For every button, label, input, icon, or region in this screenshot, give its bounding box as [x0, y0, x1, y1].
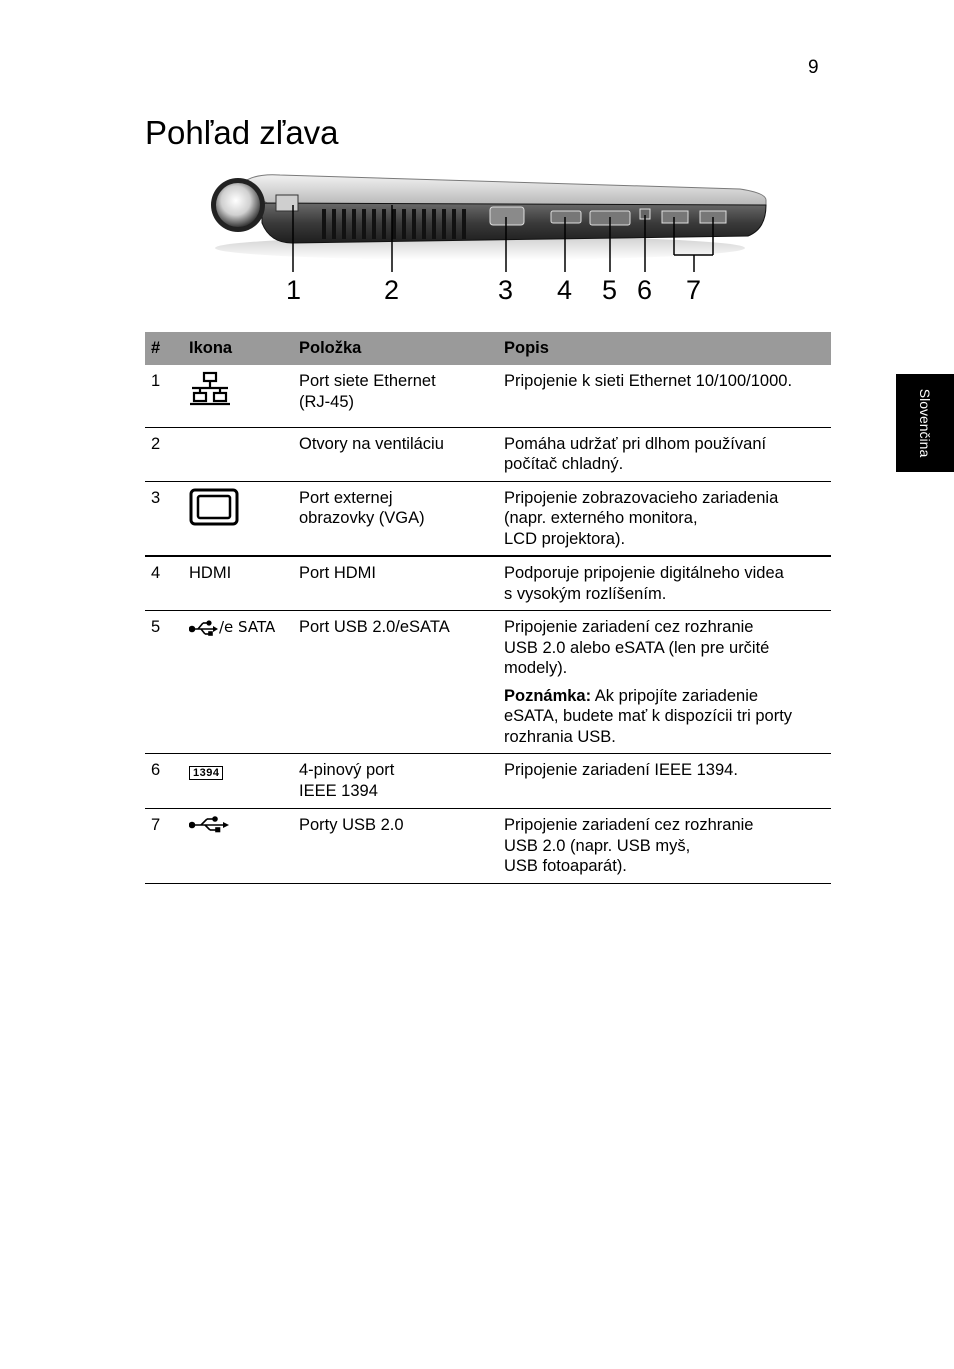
table-row — [145, 809, 831, 884]
description-line: LCD projektora). — [504, 529, 626, 548]
page-title: Pohľad zľava — [145, 114, 339, 151]
note-label: Poznámka: — [504, 686, 592, 705]
note-line: rozhrania USB. — [504, 727, 616, 746]
table-row — [145, 427, 831, 481]
ethernet-network-icon — [189, 371, 231, 407]
description-line: Pripojenie zariadení IEEE 1394. — [504, 761, 738, 779]
description-line: USB 2.0 alebo eSATA (len pre určité — [504, 638, 770, 657]
description-line: USB 2.0 (napr. USB myš, — [504, 836, 691, 855]
laptop-left-side-figure — [200, 165, 780, 315]
note-line: Ak pripojíte zariadenie — [594, 686, 759, 705]
description-line: Podporuje pripojenie digitálneho videa — [504, 564, 784, 582]
row-number: 4 — [145, 556, 183, 611]
table-row — [145, 611, 831, 754]
note — [504, 686, 827, 748]
callout-6: 6 — [637, 275, 653, 305]
callout-5: 5 — [602, 275, 618, 305]
row-number: 1 — [145, 365, 183, 427]
header-number: # — [145, 332, 183, 365]
header-icon: Ikona — [183, 332, 293, 365]
description-line: Pripojenie zariadení cez rozhranie — [504, 618, 754, 636]
esata-label: /e SATA — [219, 618, 276, 636]
hinge — [216, 183, 260, 227]
ventilation-slots — [322, 209, 466, 239]
item-line: Porty USB 2.0 — [299, 816, 404, 834]
table-row — [145, 365, 831, 427]
callout-1: 1 — [286, 275, 302, 305]
description-line: Pripojenie zobrazovacieho zariadenia — [504, 488, 779, 507]
item-line: obrazovky (VGA) — [299, 509, 425, 527]
description-line: Pripojenie k sieti Ethernet 10/100/1000. — [504, 372, 793, 390]
description-line: Pomáha udržať pri dlhom používaní — [504, 434, 767, 453]
row-number: 6 — [145, 754, 183, 809]
ports-table — [145, 332, 831, 884]
description-line: USB fotoaparát). — [504, 857, 627, 875]
language-label: Slovenčina — [917, 388, 933, 458]
table-header-row — [145, 332, 831, 365]
item-line: 4-pinový port — [299, 761, 395, 779]
ethernet-port — [276, 195, 298, 211]
header-description: Popis — [498, 332, 831, 365]
item-line: IEEE 1394 — [299, 781, 378, 800]
callout-2: 2 — [384, 275, 400, 305]
usb-port-1 — [662, 211, 688, 223]
item-line: Port externej — [299, 488, 393, 507]
row-number: 5 — [145, 611, 183, 754]
row-number: 3 — [145, 481, 183, 556]
ieee1394-icon: 1394 — [189, 766, 223, 780]
row-number: 7 — [145, 809, 183, 884]
item-line: Port HDMI — [299, 564, 377, 582]
callout-4: 4 — [557, 275, 573, 305]
description-line: modely). — [504, 659, 568, 677]
description-line: Pripojenie zariadení cez rozhranie — [504, 816, 754, 834]
item-line: Port USB 2.0/eSATA — [299, 618, 450, 636]
description-line: (napr. externého monitora, — [504, 509, 698, 527]
callout-3: 3 — [498, 275, 514, 305]
row-number: 2 — [145, 427, 183, 481]
callout-7: 7 — [686, 275, 702, 305]
page-number: 9 — [808, 57, 819, 78]
table-row — [145, 754, 831, 809]
table-row — [145, 556, 831, 611]
hdmi-icon: HDMI — [189, 564, 232, 582]
table-row — [145, 481, 831, 556]
usb-icon — [189, 815, 231, 833]
language-side-tab — [896, 374, 954, 472]
item-line: Otvory na ventiláciu — [299, 434, 444, 453]
description-line: počítač chladný. — [504, 455, 624, 473]
hdmi-port — [551, 211, 581, 223]
item-line: (RJ-45) — [299, 392, 355, 411]
note-line: eSATA, budete mať k dispozícii tri porty — [504, 707, 793, 725]
usb-esata-icon — [189, 619, 219, 637]
lid — [240, 175, 766, 205]
description-line: s vysokým rozlíšením. — [504, 584, 667, 603]
vga-display-icon — [189, 488, 239, 526]
vga-port — [490, 207, 524, 225]
item-line: Port siete Ethernet — [299, 372, 436, 390]
header-item: Položka — [293, 332, 498, 365]
